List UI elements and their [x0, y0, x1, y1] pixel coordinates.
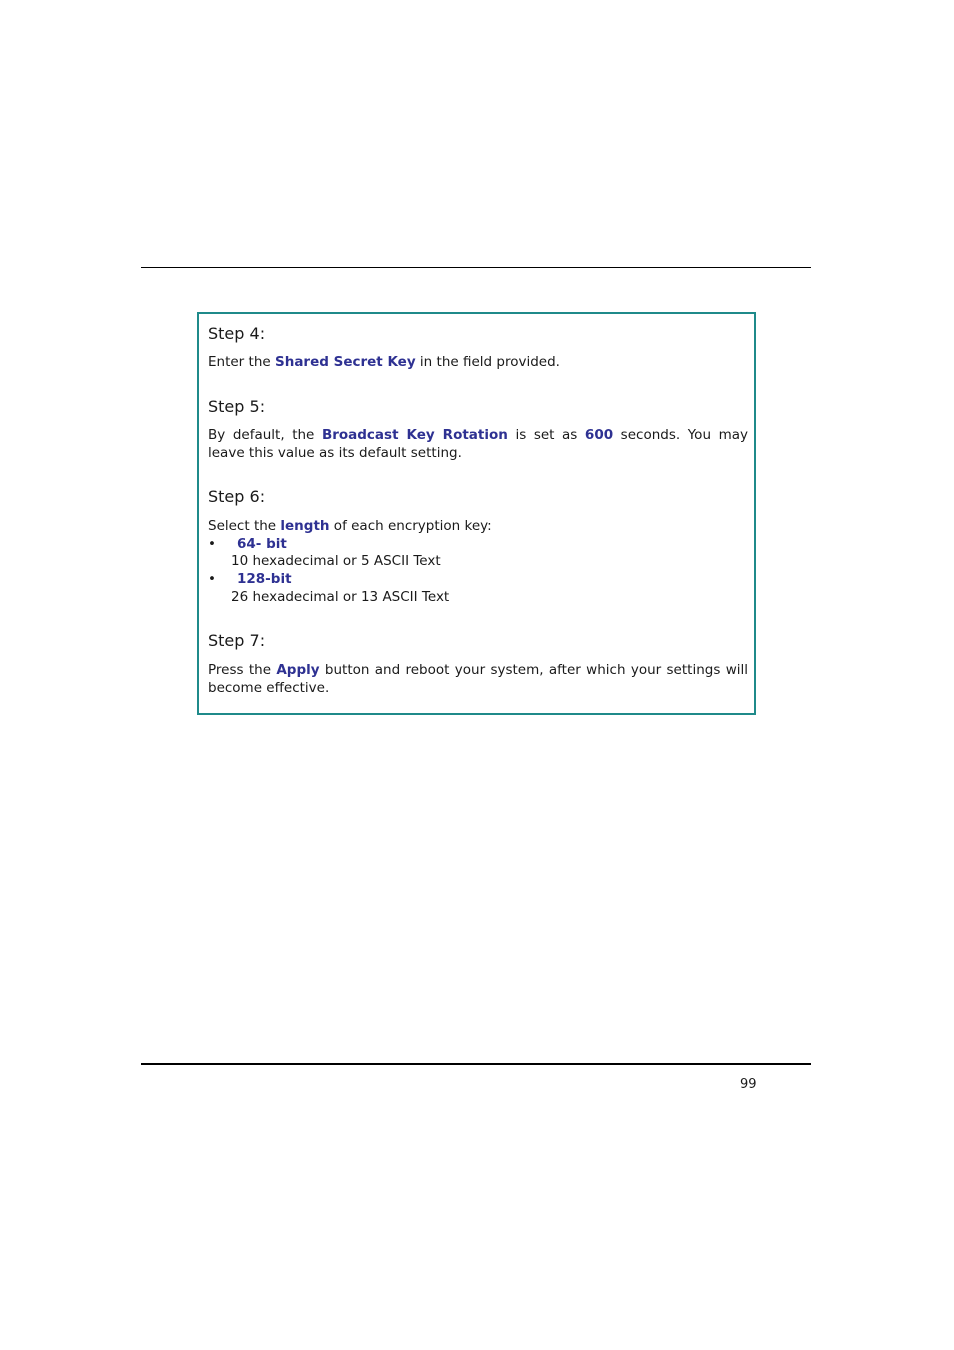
- apply-term: Apply: [276, 662, 320, 678]
- step-7-heading: Step 7:: [208, 631, 266, 650]
- bullet-icon: •: [208, 536, 216, 552]
- option-label: 64- bit: [237, 536, 287, 552]
- broadcast-key-rotation-term: Broadcast Key Rotation: [321, 427, 508, 443]
- step-6-heading: Step 6:: [208, 487, 266, 506]
- option-label: 128-bit: [237, 571, 292, 587]
- bullet-icon: •: [208, 571, 216, 587]
- page-number: 99: [740, 1077, 757, 1092]
- step-5-text: By default, the Broadcast Key Rotation is set as 600 seconds. You may leave this value as its default setting.: [208, 427, 748, 461]
- step-7-text: Press the Apply button and reboot your system, after which your settings will become effective.: [208, 662, 748, 696]
- instruction-box: [197, 312, 756, 715]
- footer-rule: [141, 1063, 811, 1065]
- option-128-bit-description: 26 hexadecimal or 13 ASCII Text: [231, 589, 450, 605]
- header-rule: [141, 267, 811, 268]
- step-4-text: Enter the Shared Secret Key in the field provided.: [208, 354, 560, 370]
- option-64-bit-description: 10 hexadecimal or 5 ASCII Text: [231, 553, 441, 569]
- option-64-bit: [208, 536, 287, 553]
- shared-secret-key-term: Shared Secret Key: [274, 354, 416, 370]
- option-128-bit: [208, 571, 292, 588]
- length-term: length: [280, 518, 330, 534]
- step-4-heading: Step 4:: [208, 324, 266, 343]
- step-5-heading: Step 5:: [208, 397, 266, 416]
- step-6-text: Select the length of each encryption key:: [208, 518, 492, 534]
- rotation-seconds-value: 600: [584, 427, 614, 443]
